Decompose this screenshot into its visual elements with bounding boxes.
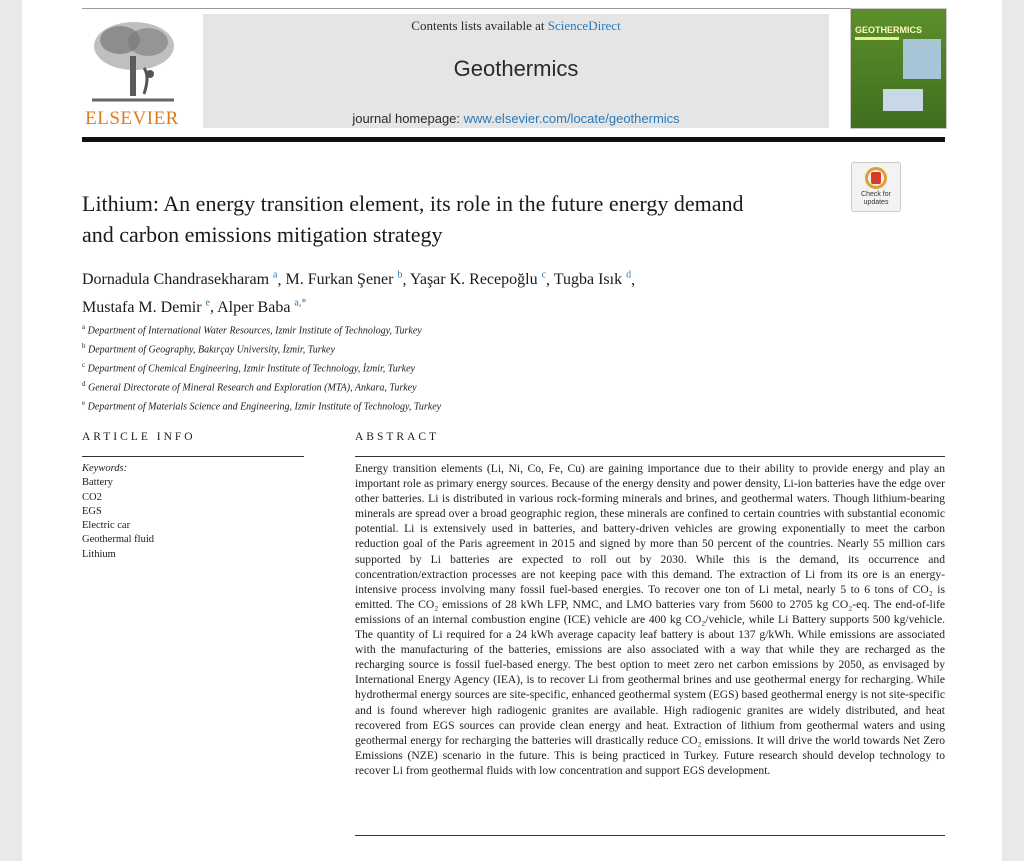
cover-photo	[883, 89, 923, 111]
crossmark-icon	[865, 167, 887, 189]
paper-page	[22, 0, 1002, 861]
affiliation-list	[82, 320, 782, 415]
author[interactable]: M. Furkan Şener $^b$	[285, 270, 403, 289]
elsevier-tree-icon	[82, 16, 182, 106]
keyword: Electric car	[82, 520, 131, 532]
author[interactable]: Yaşar K. Recepoğlu $^c$	[409, 270, 547, 289]
author[interactable]: Mustafa M. Demir $^e$	[82, 297, 210, 316]
abstract-rule	[355, 456, 945, 457]
journal-cover-thumbnail[interactable]	[850, 8, 947, 129]
affiliation: $^c$ Department of Chemical Engineering, Izmir Institute of Technology, İzmir, Turkey	[82, 360, 415, 375]
keyword: Lithium	[82, 548, 116, 560]
cover-stripe	[855, 37, 899, 40]
elsevier-logo[interactable]	[82, 16, 182, 128]
author[interactable]: Tugba Isık $^d$	[553, 270, 632, 289]
affiliation: $^d$ General Directorate of Mineral Research and Exploration (MTA), Ankara, Turkey	[82, 379, 417, 394]
keywords-label: Keywords:	[82, 463, 128, 474]
journal-name[interactable]: Geothermics	[453, 56, 579, 81]
affiliation: $^b$ Department of Geography, Bakırçay University, İzmir, Turkey	[82, 341, 335, 356]
journal-banner	[203, 14, 829, 128]
article-info-rule	[82, 456, 304, 457]
article-title: Lithium: An energy transition element, its role in the future energy demand and carbon emissions mitigation strategy	[82, 191, 744, 247]
abstract-bottom-rule	[355, 835, 945, 836]
contents-line	[203, 18, 829, 34]
affiliation: $^e$ Department of Materials Science and Engineering, Izmir Institute of Technology, Turkey	[82, 398, 442, 413]
check-for-updates-button[interactable]	[851, 162, 901, 212]
author[interactable]: Alper Baba $^{a,*}$	[217, 297, 307, 316]
keyword: Battery	[82, 477, 113, 489]
abstract-text: Energy transition elements (Li, Ni, Co, Fe, Cu) are gaining importance due to their ability to provide energy and play an important role as primary energy sources. Because of the energy density and power density, Li-ion batteries have the edge over other batteries. Li is distributed in various rock-forming minerals and brines, and geothermal waters. Though lithium-bearing minerals are spread over a broad geographic region, these minerals are confined to certain countries with substantial economic potential. Li is extensively used in batteries, and battery-driven vehicles are growing exponentially to meet the carbon reduction goal of the Paris agreement in 2015 and signed by more than 50 percent of the countries. Nearly 55 million cars supported by Li batteries are expected to roll out by 2030. While this is the demand, its occurrence and concentration/extraction processes are not keeping pace with this demand. The extraction of Li from its ore is an energy-intensive process involving many fossil fuel-based energies. To recover one ton of Li metal, nearly 5 to 6 tons of CO₂ is emitted. The CO₂ emissions of 28 kWh LFP, NMC, and LMO batteries vary from 5600 to 2705 kg CO₂-eq. The end-of-life emissions of an internal combustion engine (ICE) vehicle are 400 kg CO₂/vehicle, while Li Battery supports 500 kg/vehicle. The quantity of Li required for a 24 kWh average capacity leaf battery is about 137 g/kWh. While emissions are associated with the manufacturing of the batteries, emissions are also associated with a way that while they are recharged as the recharging source is fossil fuel-based energy. The best option to meet zero net carbon emissions by 2050, as envisaged by International Energy Agency (IEA), is to recover Li from geothermal brines and use geothermal energy for recharging. While hydrothermal energy sources are site-specific, enhanced geothermal system (EGS) based geothermal energy is not site-specific and is found wherever high radiogenic granites are available. High radiogenic granites are widely distributed, and heat recovered from EGS sources can provide clean energy and heat. Extraction of lithium from geothermal waters and using geothermal energy for recharging the batteries will drastically reduce CO₂ emissions. It will drive the world towards Net Zero Emissions (NZE) scenario in the future. This is being practiced in Turkey. Future research should develop technology to recover Li from geothermal fluids with low concentration and support EGS development.	[355, 462, 945, 777]
keyword-list	[82, 462, 154, 562]
cover-title: GEOTHERMICS	[855, 25, 923, 35]
homepage-link[interactable]: www.elsevier.com/locate/geothermics	[463, 111, 680, 126]
keyword: CO2	[82, 491, 102, 503]
article-info-heading: ARTICLE INFO	[82, 431, 196, 443]
author-list: Dornadula Chandrasekharam $^a$, M. Furkan Şener $^b$, Yaşar K. Recepoğlu $^c$, Tugba Isık $^d$, Mustafa M. Demir $^e$, Alper Baba $^{a,*}$	[82, 270, 636, 316]
affiliation: $^a$ Department of International Water Resources, Izmir Institute of Technology, Turkey	[82, 323, 422, 337]
cover-photo	[903, 39, 941, 79]
homepage-line	[203, 111, 829, 126]
homepage-prefix: journal homepage:	[352, 111, 464, 126]
header-top-rule	[82, 8, 889, 9]
check-updates-label: Check for updates	[861, 191, 891, 206]
sciencedirect-link[interactable]: ScienceDirect	[547, 18, 621, 33]
contents-prefix: Contents lists available at	[411, 18, 548, 33]
abstract-heading: ABSTRACT	[355, 431, 440, 443]
elsevier-wordmark: ELSEVIER	[85, 108, 179, 129]
keyword: Geothermal fluid	[82, 534, 155, 546]
keyword: EGS	[82, 505, 102, 517]
author[interactable]: Dornadula Chandrasekharam $^a$	[82, 270, 278, 289]
header-divider	[82, 137, 945, 142]
